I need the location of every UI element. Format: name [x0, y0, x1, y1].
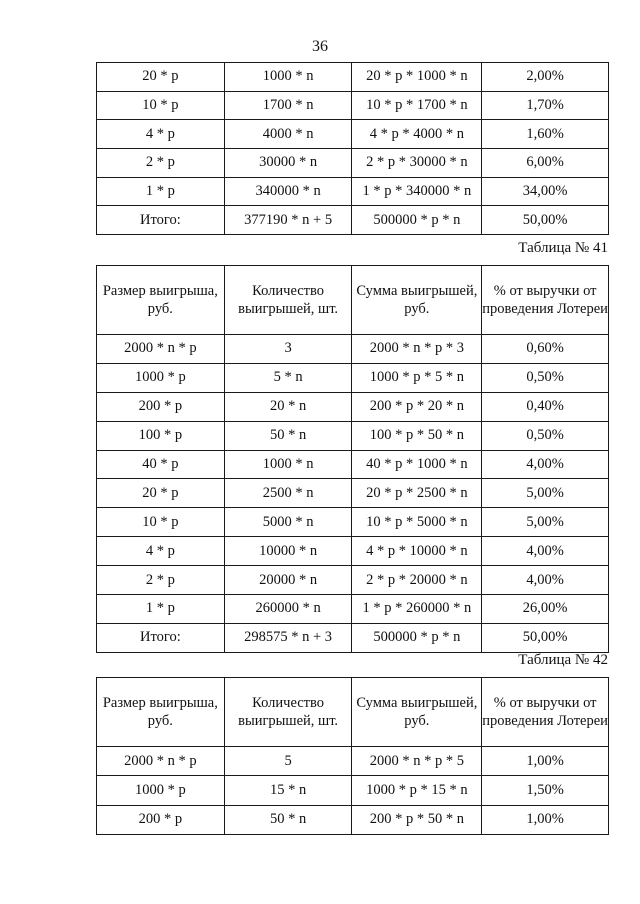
- prize-sum-cell: 2000 * n * p * 5: [352, 747, 482, 776]
- header-prize-sum: Сумма выигрышей, руб.: [352, 678, 482, 747]
- prize-table-42: [96, 677, 609, 835]
- table-row: [97, 776, 609, 805]
- prize-sum-cell: 4 * p * 4000 * n: [352, 120, 482, 149]
- prize-percent-cell: 6,00%: [482, 149, 609, 178]
- header-prize-count: Количество выигрышей, шт.: [224, 266, 352, 335]
- table-42-caption: Таблица № 42: [518, 652, 608, 668]
- prize-size-cell: 2 * p: [97, 149, 225, 178]
- prize-percent-cell: 1,70%: [482, 91, 609, 120]
- total-percent-cell: 50,00%: [482, 206, 609, 235]
- prize-size-cell: 1000 * p: [97, 363, 225, 392]
- prize-sum-cell: 20 * p * 1000 * n: [352, 63, 482, 92]
- prize-sum-cell: 200 * p * 20 * n: [352, 392, 482, 421]
- table-row: [97, 335, 609, 364]
- prize-percent-cell: 1,00%: [482, 805, 609, 834]
- table-row: [97, 392, 609, 421]
- prize-percent-cell: 0,40%: [482, 392, 609, 421]
- prize-size-cell: 10 * p: [97, 508, 225, 537]
- table-row: [97, 149, 609, 178]
- table-row: [97, 63, 609, 92]
- prize-percent-cell: 0,60%: [482, 335, 609, 364]
- prize-count-cell: 15 * n: [224, 776, 352, 805]
- table-row: [97, 421, 609, 450]
- prize-percent-cell: 5,00%: [482, 479, 609, 508]
- prize-size-cell: 20 * p: [97, 479, 225, 508]
- prize-table-41: [96, 265, 609, 653]
- prize-size-cell: 20 * p: [97, 63, 225, 92]
- header-prize-size: Размер выигрыша, руб.: [97, 678, 225, 747]
- prize-sum-cell: 2 * p * 30000 * n: [352, 149, 482, 178]
- total-count-cell: 377190 * n + 5: [224, 206, 352, 235]
- total-count-cell: 298575 * n + 3: [224, 623, 352, 652]
- prize-count-cell: 260000 * n: [224, 595, 352, 624]
- prize-percent-cell: 4,00%: [482, 566, 609, 595]
- table-row: [97, 537, 609, 566]
- prize-percent-cell: 1,00%: [482, 747, 609, 776]
- page-number: 36: [312, 38, 328, 55]
- header-prize-percent: % от выручки от проведения Лотереи: [482, 678, 609, 747]
- table-header-row: [97, 266, 609, 335]
- prize-size-cell: 2 * p: [97, 566, 225, 595]
- prize-sum-cell: 1000 * p * 15 * n: [352, 776, 482, 805]
- prize-size-cell: 4 * p: [97, 537, 225, 566]
- total-percent-cell: 50,00%: [482, 623, 609, 652]
- table-row: [97, 566, 609, 595]
- prize-sum-cell: 100 * p * 50 * n: [352, 421, 482, 450]
- table-row: [97, 508, 609, 537]
- prize-size-cell: 200 * p: [97, 805, 225, 834]
- header-prize-size: Размер выигрыша, руб.: [97, 266, 225, 335]
- prize-count-cell: 20000 * n: [224, 566, 352, 595]
- prize-sum-cell: 4 * p * 10000 * n: [352, 537, 482, 566]
- prize-sum-cell: 1 * p * 340000 * n: [352, 177, 482, 206]
- prize-count-cell: 1000 * n: [224, 450, 352, 479]
- prize-count-cell: 10000 * n: [224, 537, 352, 566]
- prize-percent-cell: 0,50%: [482, 421, 609, 450]
- prize-count-cell: 340000 * n: [224, 177, 352, 206]
- total-row: [97, 623, 609, 652]
- table-row: [97, 595, 609, 624]
- prize-percent-cell: 0,50%: [482, 363, 609, 392]
- prize-sum-cell: 40 * p * 1000 * n: [352, 450, 482, 479]
- prize-size-cell: 1 * p: [97, 177, 225, 206]
- header-prize-count: Количество выигрышей, шт.: [224, 678, 352, 747]
- prize-percent-cell: 5,00%: [482, 508, 609, 537]
- table-row: [97, 91, 609, 120]
- table-row: [97, 747, 609, 776]
- prize-sum-cell: 2 * p * 20000 * n: [352, 566, 482, 595]
- prize-size-cell: 200 * p: [97, 392, 225, 421]
- prize-count-cell: 4000 * n: [224, 120, 352, 149]
- prize-count-cell: 20 * n: [224, 392, 352, 421]
- prize-sum-cell: 10 * p * 1700 * n: [352, 91, 482, 120]
- prize-percent-cell: 4,00%: [482, 450, 609, 479]
- prize-sum-cell: 2000 * n * p * 3: [352, 335, 482, 364]
- prize-percent-cell: 26,00%: [482, 595, 609, 624]
- prize-sum-cell: 20 * p * 2500 * n: [352, 479, 482, 508]
- prize-percent-cell: 1,50%: [482, 776, 609, 805]
- prize-count-cell: 30000 * n: [224, 149, 352, 178]
- prize-size-cell: 1000 * p: [97, 776, 225, 805]
- table-header-row: [97, 678, 609, 747]
- prize-sum-cell: 1000 * p * 5 * n: [352, 363, 482, 392]
- prize-size-cell: 2000 * n * p: [97, 335, 225, 364]
- table-row: [97, 120, 609, 149]
- total-row: [97, 206, 609, 235]
- prize-sum-cell: 1 * p * 260000 * n: [352, 595, 482, 624]
- prize-sum-cell: 200 * p * 50 * n: [352, 805, 482, 834]
- prize-size-cell: 100 * p: [97, 421, 225, 450]
- total-sum-cell: 500000 * p * n: [352, 206, 482, 235]
- table-row: [97, 177, 609, 206]
- table-41-caption: Таблица № 41: [518, 240, 608, 256]
- prize-size-cell: 2000 * n * p: [97, 747, 225, 776]
- table-row: [97, 805, 609, 834]
- table-row: [97, 363, 609, 392]
- prize-count-cell: 1000 * n: [224, 63, 352, 92]
- table-row: [97, 479, 609, 508]
- prize-size-cell: 1 * p: [97, 595, 225, 624]
- prize-percent-cell: 34,00%: [482, 177, 609, 206]
- prize-count-cell: 50 * n: [224, 805, 352, 834]
- prize-percent-cell: 2,00%: [482, 63, 609, 92]
- prize-count-cell: 2500 * n: [224, 479, 352, 508]
- prize-size-cell: 10 * p: [97, 91, 225, 120]
- total-sum-cell: 500000 * p * n: [352, 623, 482, 652]
- total-label-cell: Итого:: [97, 623, 225, 652]
- prize-count-cell: 3: [224, 335, 352, 364]
- prize-table-continuation: [96, 62, 609, 235]
- prize-size-cell: 40 * p: [97, 450, 225, 479]
- prize-count-cell: 1700 * n: [224, 91, 352, 120]
- header-prize-sum: Сумма выигрышей, руб.: [352, 266, 482, 335]
- header-prize-percent: % от выручки от проведения Лотереи: [482, 266, 609, 335]
- prize-sum-cell: 10 * p * 5000 * n: [352, 508, 482, 537]
- prize-count-cell: 5: [224, 747, 352, 776]
- prize-size-cell: 4 * p: [97, 120, 225, 149]
- prize-percent-cell: 1,60%: [482, 120, 609, 149]
- prize-count-cell: 5000 * n: [224, 508, 352, 537]
- table-row: [97, 450, 609, 479]
- prize-count-cell: 5 * n: [224, 363, 352, 392]
- total-label-cell: Итого:: [97, 206, 225, 235]
- prize-count-cell: 50 * n: [224, 421, 352, 450]
- prize-percent-cell: 4,00%: [482, 537, 609, 566]
